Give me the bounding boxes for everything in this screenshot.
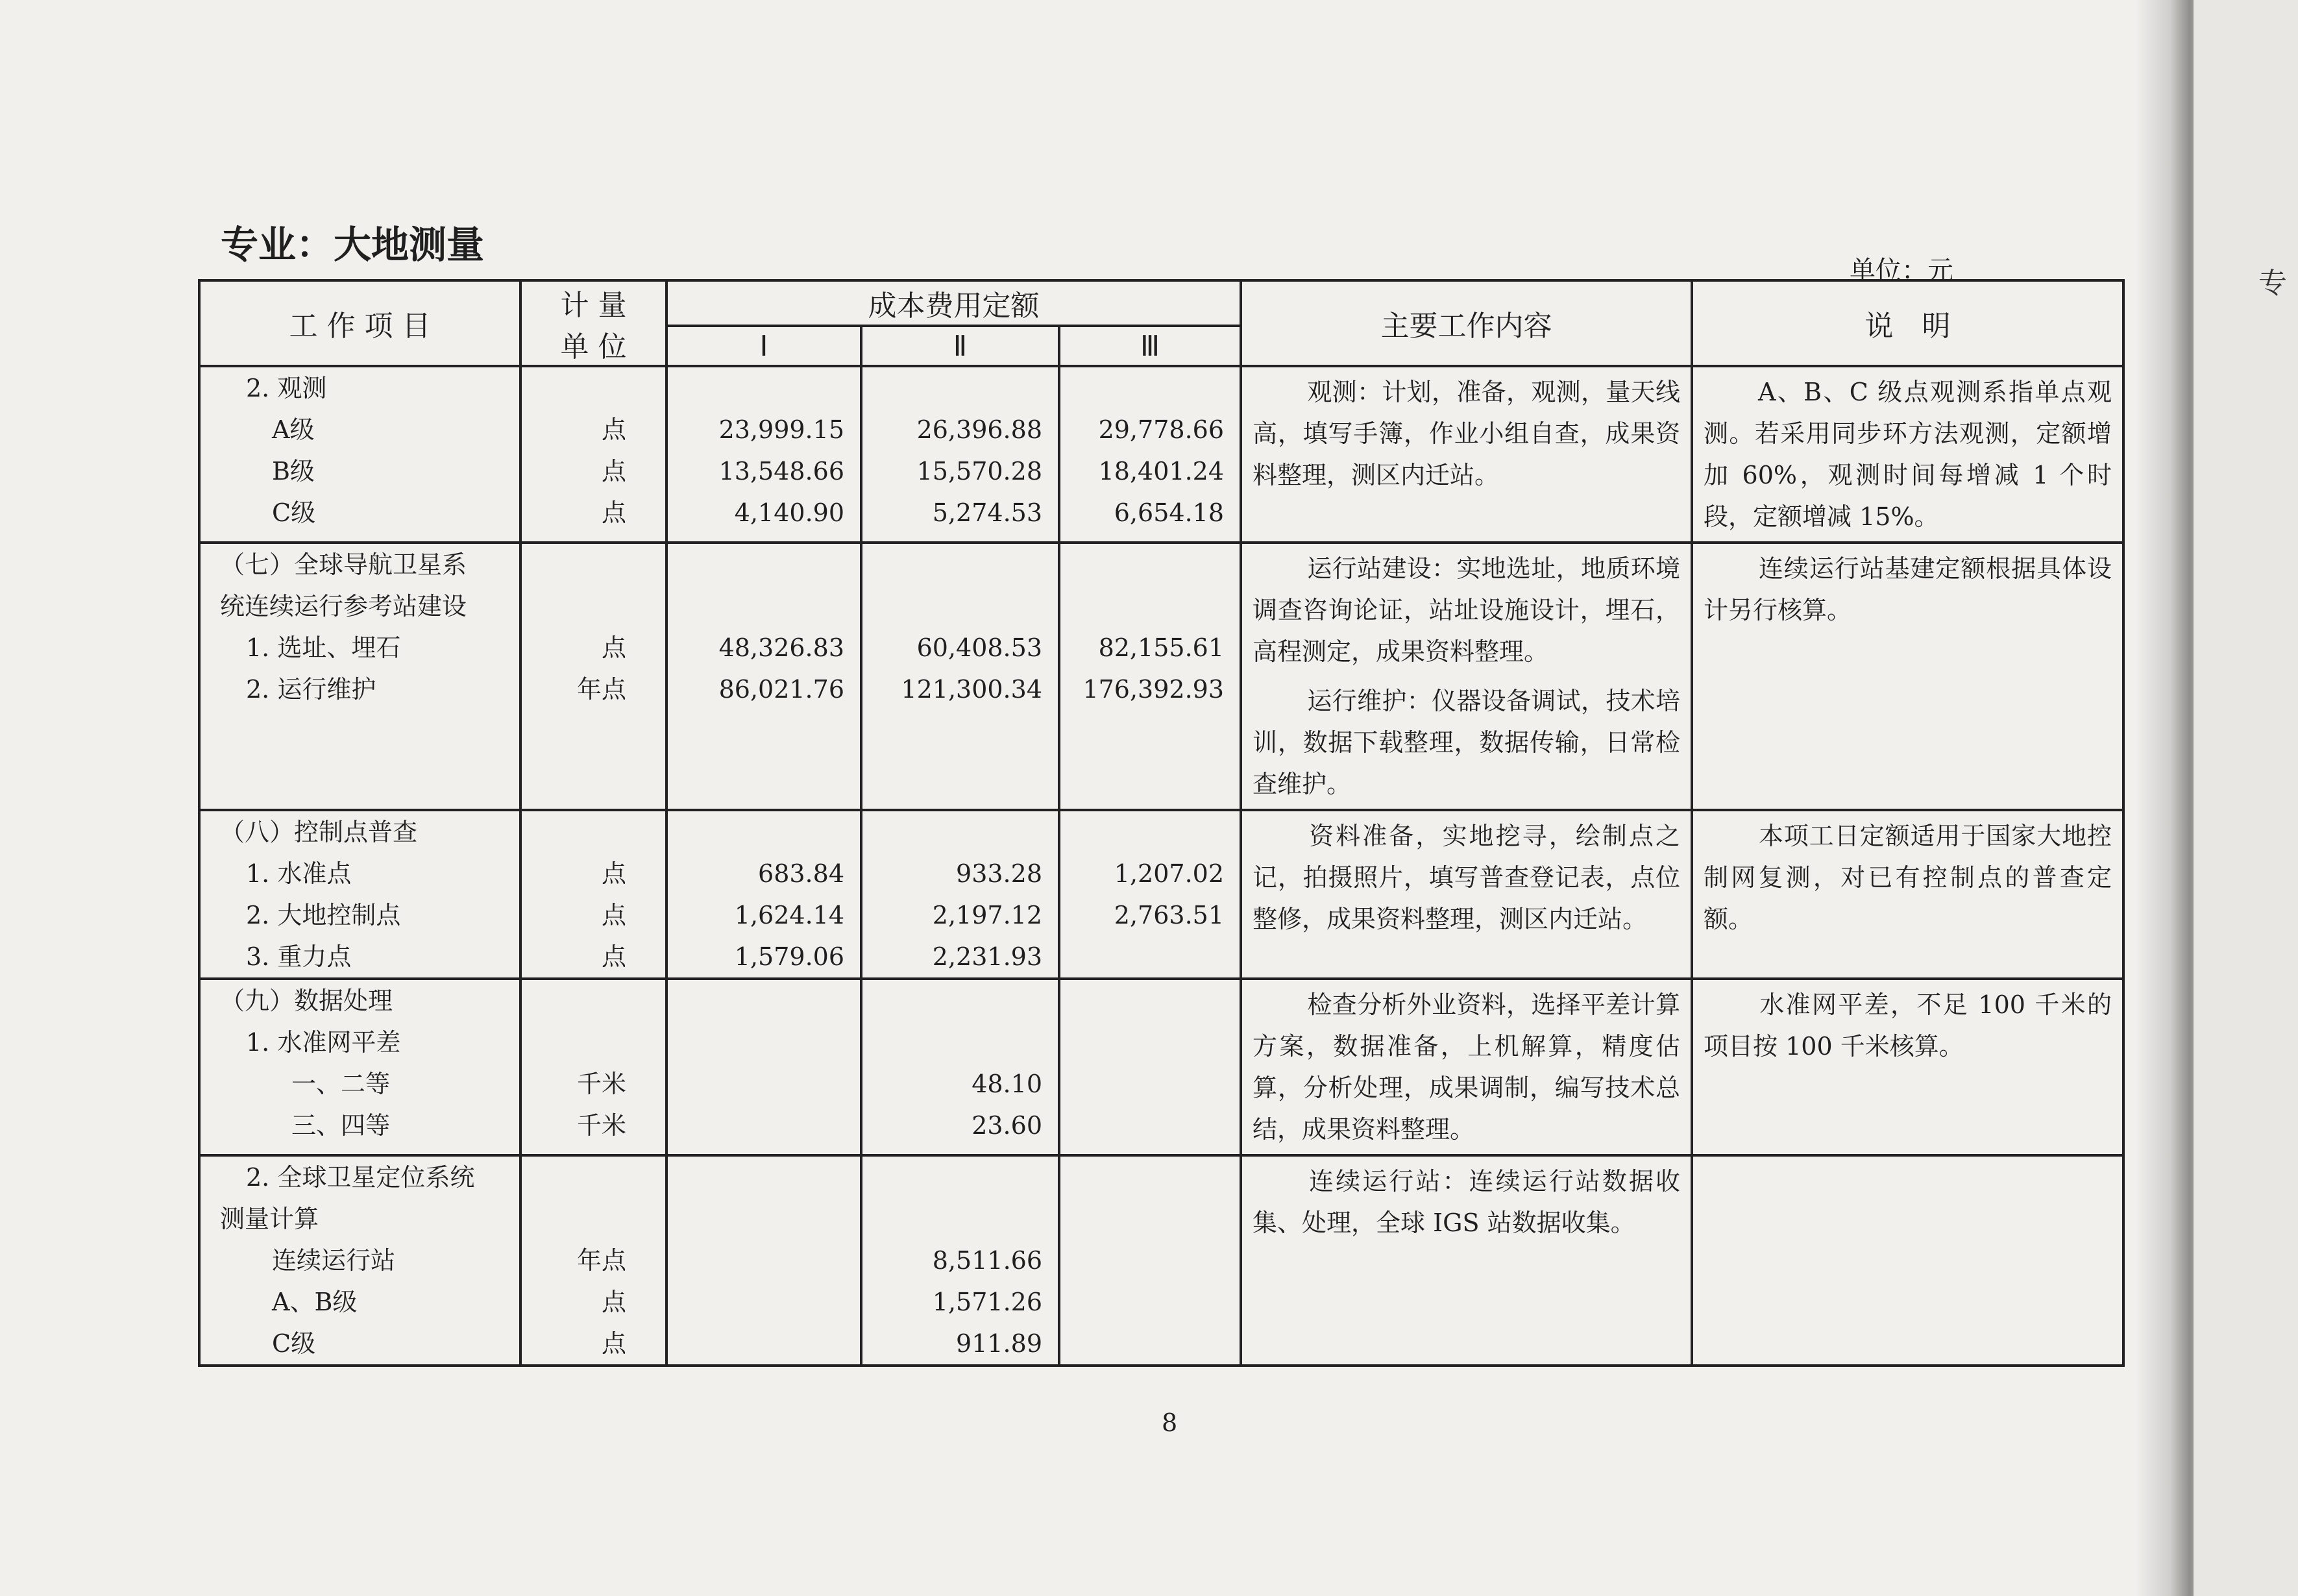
work-item-cell-line: 2. 全球卫星定位系统	[246, 1163, 475, 1192]
grade3-cell-line: 6,654.18	[1114, 498, 1225, 527]
unit-cell-line: 年点	[576, 1246, 626, 1275]
content-paragraph	[1242, 980, 1691, 1154]
work-item-cell-line: 1. 水准点	[246, 859, 352, 888]
grade2-cell-line	[862, 367, 1058, 409]
unit-cell-line	[522, 1157, 665, 1198]
grade3-cell-line: 1,207.02	[1114, 859, 1225, 888]
grade1-cell-line	[668, 1281, 860, 1323]
work-item-cell-line: A级	[272, 415, 315, 444]
work-item-cell	[199, 366, 520, 543]
grade3-cell-line: 18,401.24	[1098, 457, 1225, 485]
unit-label: 单位：元	[1850, 256, 1953, 286]
grade2-cell	[861, 543, 1059, 810]
grade1-cell-line: 4,140.90	[734, 498, 844, 527]
notes-paragraph	[1693, 544, 2122, 635]
grade3-cell	[1059, 366, 1241, 543]
unit-cell-line: 点	[601, 942, 626, 971]
work-item-cell-line: 统连续运行参考站建设	[220, 592, 467, 620]
grade1-cell-line: 1,579.06	[734, 942, 844, 971]
unit-cell-line: 点	[601, 901, 626, 929]
work-item-cell	[199, 979, 520, 1155]
unit-cell-line	[522, 1022, 665, 1063]
grade2-cell-line: 23.60	[972, 1111, 1042, 1140]
grade3-cell-line: 29,778.66	[1098, 415, 1225, 444]
grade2-cell	[861, 366, 1059, 543]
unit-cell-line	[522, 1198, 665, 1240]
work-item-cell-line: 1. 选址、埋石	[246, 633, 401, 662]
grade3-cell-line	[1060, 1240, 1240, 1281]
grade1-cell-line	[668, 1063, 860, 1105]
grade1-cell-line	[668, 1323, 860, 1364]
unit-cell	[520, 979, 666, 1155]
unit-cell-line: 点	[601, 457, 626, 485]
grade3-cell-line	[1060, 1198, 1240, 1240]
grade2-cell-line: 1,571.26	[932, 1288, 1042, 1316]
header-measure-unit-line1: 计 量	[560, 289, 627, 322]
unit-cell	[520, 543, 666, 810]
grade2-cell-line	[862, 1157, 1058, 1198]
notes-cell	[1692, 810, 2123, 979]
unit-cell-line	[522, 811, 665, 853]
grade3-cell-line	[1060, 1022, 1240, 1063]
grade2-cell-line: 48.10	[972, 1070, 1042, 1098]
unit-cell-line	[522, 585, 665, 627]
section-row	[199, 1155, 2123, 1366]
header-main-content: 主要工作内容	[1241, 280, 1692, 366]
section-row	[199, 366, 2123, 543]
work-item-cell-line: B级	[272, 457, 315, 485]
unit-cell-line: 点	[601, 859, 626, 888]
grade3-cell-line	[1060, 1105, 1240, 1146]
unit-cell-line: 年点	[576, 675, 626, 704]
work-item-cell-line: 2. 观测	[246, 374, 327, 402]
grade3-cell	[1059, 543, 1241, 810]
grade1-cell-line	[668, 1198, 860, 1240]
grade3-cell-line: 2,763.51	[1114, 901, 1225, 929]
content-text: 观测：计划，准备，观测，量天线高，填写手簿，作业小组自查，成果资料整理，测区内迁站。	[1253, 378, 1681, 489]
content-text: 运行维护：仪器设备调试，技术培训，数据下载整理，数据传输，日常检查维护。	[1253, 687, 1681, 798]
grade3-cell-line	[1060, 1281, 1240, 1323]
header-cost-quota: 成本费用定额	[666, 280, 1241, 326]
grade1-cell	[666, 810, 861, 979]
work-item-cell-line: C级	[272, 498, 316, 527]
grade2-cell-line: 26,396.88	[916, 415, 1042, 444]
grade2-cell-line: 5,274.53	[932, 498, 1042, 527]
work-item-cell-line: 一、二等	[291, 1070, 391, 1098]
unit-cell-line	[522, 980, 665, 1022]
unit-cell-line: 点	[601, 633, 626, 662]
work-item-cell-line: 3. 重力点	[246, 942, 352, 971]
notes-paragraph	[1693, 980, 2122, 1071]
grade3-cell-line	[1060, 980, 1240, 1022]
content-text: 连续运行站：连续运行站数据收集、处理，全球 IGS 站数据收集。	[1253, 1167, 1681, 1237]
next-page-fragment: 专	[2258, 267, 2287, 300]
header-notes: 说 明	[1692, 280, 2123, 366]
work-item-cell-line: （八）控制点普查	[220, 818, 418, 846]
grade3-cell-line	[1060, 1063, 1240, 1105]
grade1-cell-line	[668, 544, 860, 585]
grade3-cell-line	[1060, 1323, 1240, 1364]
notes-text: 连续运行站基建定额根据具体设计另行核算。	[1704, 554, 2112, 624]
grade2-cell-line	[862, 1198, 1058, 1240]
grade1-cell-line	[668, 980, 860, 1022]
grade2-cell-line: 121,300.34	[901, 675, 1042, 704]
page-title: 专业：大地测量	[221, 223, 485, 267]
grade1-cell	[666, 366, 861, 543]
section-row	[199, 543, 2123, 810]
grade1-cell-line	[668, 1157, 860, 1198]
unit-cell-line: 点	[601, 1329, 626, 1358]
header-work-item: 工 作 项 目	[199, 280, 520, 366]
grade3-cell-line: 82,155.61	[1098, 633, 1225, 662]
notes-cell	[1692, 1155, 2123, 1366]
grade3-cell	[1059, 810, 1241, 979]
unit-cell-line	[522, 544, 665, 585]
main-content-cell	[1241, 979, 1692, 1155]
content-text: 资料准备，实地挖寻，绘制点之记，拍摄照片，填写普查登记表，点位整修，成果资料整理，测区内迁站。	[1253, 822, 1681, 933]
grade1-cell-line	[668, 811, 860, 853]
grade3-cell-line	[1060, 585, 1240, 627]
work-item-cell-line: 2. 运行维护	[246, 675, 376, 704]
grade2-cell-line: 2,231.93	[932, 942, 1042, 971]
notes-text: 本项工日定额适用于国家大地控制网复测，对已有控制点的普查定额。	[1704, 822, 2112, 933]
grade2-cell	[861, 1155, 1059, 1366]
main-content-cell	[1241, 543, 1692, 810]
grade1-cell-line: 13,548.66	[718, 457, 844, 485]
unit-cell-line: 点	[601, 498, 626, 527]
work-item-cell-line: （七）全球导航卫星系	[220, 550, 467, 579]
grade1-cell-line: 86,021.76	[718, 675, 844, 704]
notes-cell	[1692, 366, 2123, 543]
grade2-cell-line	[862, 544, 1058, 585]
unit-cell-line: 点	[601, 415, 626, 444]
header-grade-3: Ⅲ	[1059, 326, 1241, 366]
unit-cell-line	[522, 367, 665, 409]
notes-cell	[1692, 543, 2123, 810]
grade2-cell-line	[862, 980, 1058, 1022]
grade2-cell	[861, 979, 1059, 1155]
content-paragraph	[1242, 544, 1691, 676]
grade2-cell-line: 911.89	[956, 1329, 1042, 1358]
unit-cell-line: 千米	[576, 1070, 626, 1098]
content-paragraph	[1242, 676, 1691, 809]
grade1-cell-line	[668, 1240, 860, 1281]
work-item-cell	[199, 1155, 520, 1366]
grade2-cell-line: 60,408.53	[916, 633, 1042, 662]
grade1-cell	[666, 979, 861, 1155]
content-paragraph	[1242, 1157, 1691, 1247]
grade1-cell-line: 1,624.14	[734, 901, 844, 929]
unit-cell	[520, 810, 666, 979]
main-content-cell	[1241, 1155, 1692, 1366]
header-grade-2: Ⅱ	[861, 326, 1059, 366]
grade1-cell-line: 23,999.15	[718, 415, 844, 444]
work-item-cell-line: 2. 大地控制点	[246, 901, 401, 929]
work-item-cell-line: （九）数据处理	[220, 987, 393, 1015]
unit-cell-line: 点	[601, 1288, 626, 1316]
grade2-cell-line: 933.28	[956, 859, 1042, 888]
notes-text: 水准网平差，不足 100 千米的项目按 100 千米核算。	[1704, 990, 2112, 1061]
work-item-cell	[199, 543, 520, 810]
grade3-cell	[1059, 1155, 1241, 1366]
main-content-cell	[1241, 366, 1692, 543]
grade1-cell	[666, 543, 861, 810]
work-item-cell-line: 1. 水准网平差	[246, 1028, 401, 1057]
unit-cell	[520, 366, 666, 543]
notes-paragraph	[1693, 811, 2122, 944]
work-item-cell	[199, 810, 520, 979]
work-item-cell-line: A、B级	[272, 1288, 358, 1316]
grade3-cell-line	[1060, 367, 1240, 409]
main-content-cell	[1241, 810, 1692, 979]
grade3-cell-line: 176,392.93	[1082, 675, 1225, 704]
next-page-edge	[2194, 0, 2298, 1596]
unit-cell	[520, 1155, 666, 1366]
grade1-cell	[666, 1155, 861, 1366]
grade3-cell-line	[1060, 1157, 1240, 1198]
grade1-cell-line: 683.84	[758, 859, 844, 888]
grade2-cell-line: 2,197.12	[932, 901, 1042, 929]
content-text: 检查分析外业资料，选择平差计算方案，数据准备，上机解算，精度估算，分析处理，成果调制，编写技术总结，成果资料整理。	[1253, 990, 1681, 1144]
grade1-cell-line	[668, 1022, 860, 1063]
content-text: 运行站建设：实地选址，地质环境调查咨询论证，站址设施设计，埋石，高程测定，成果资料整理。	[1253, 554, 1681, 666]
header-measure-unit	[520, 280, 666, 366]
notes-paragraph	[1693, 367, 2122, 541]
content-paragraph	[1242, 367, 1691, 500]
section-row	[199, 810, 2123, 979]
work-item-cell-line: 连续运行站	[272, 1246, 396, 1275]
grade3-cell-line	[1060, 544, 1240, 585]
section-row	[199, 979, 2123, 1155]
grade2-cell	[861, 810, 1059, 979]
header-measure-unit-line2: 单 位	[560, 330, 627, 363]
grade3-cell-line	[1060, 936, 1240, 977]
grade1-cell-line	[668, 367, 860, 409]
content-paragraph	[1242, 811, 1691, 944]
grade3-cell	[1059, 979, 1241, 1155]
header-grade-1: Ⅰ	[666, 326, 861, 366]
unit-cell-line: 千米	[576, 1111, 626, 1140]
notes-text: A、B、C 级点观测系指单点观测。若采用同步环方法观测，定额增加 60%，观测时间每增减 1 个时段，定额增减 15%。	[1704, 378, 2112, 531]
grade1-cell-line: 48,326.83	[718, 633, 844, 662]
work-item-cell-line: 测量计算	[220, 1205, 319, 1233]
grade1-cell-line	[668, 1105, 860, 1146]
grade2-cell-line: 8,511.66	[932, 1246, 1042, 1275]
grade2-cell-line	[862, 585, 1058, 627]
grade2-cell-line	[862, 811, 1058, 853]
work-item-cell-line: C级	[272, 1329, 316, 1358]
notes-cell	[1692, 979, 2123, 1155]
grade2-cell-line	[862, 1022, 1058, 1063]
work-item-cell-line: 三、四等	[291, 1111, 391, 1140]
notes-paragraph	[1693, 1157, 2122, 1206]
grade1-cell-line	[668, 585, 860, 627]
grade3-cell-line	[1060, 811, 1240, 853]
grade2-cell-line: 15,570.28	[916, 457, 1042, 485]
page-number: 8	[1162, 1408, 1178, 1437]
quota-table	[198, 279, 2125, 1367]
